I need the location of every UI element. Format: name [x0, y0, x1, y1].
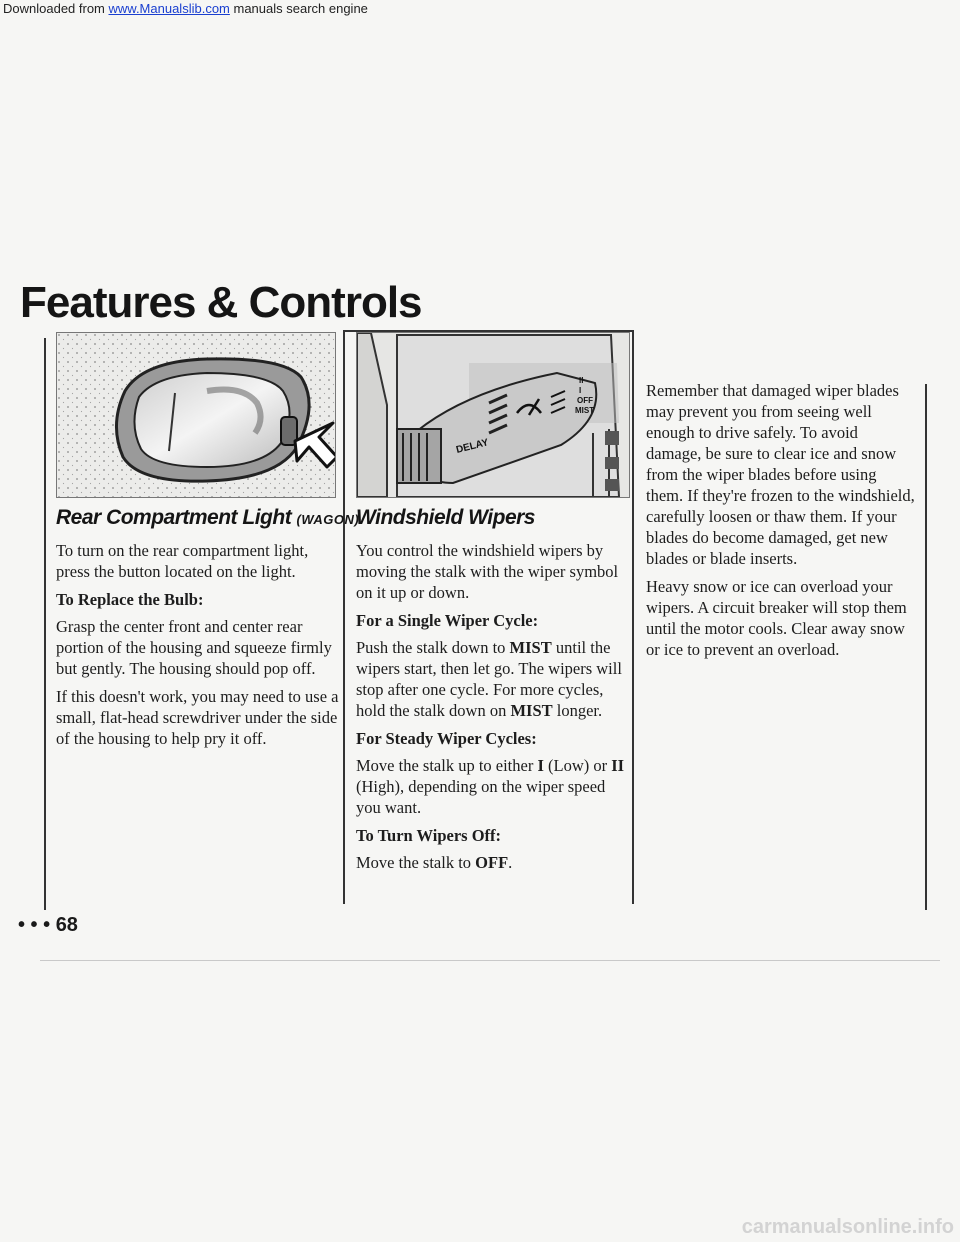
- page-number-value: 68: [55, 914, 78, 936]
- wipers-off-text: Move the stalk to OFF.: [356, 853, 513, 872]
- wipers-off-heading: To Turn Wipers Off:: [356, 826, 502, 845]
- banner-suffix: manuals search engine: [229, 1, 368, 16]
- section-title: Features & Controls: [20, 278, 422, 327]
- single-cycle-heading: For a Single Wiper Cycle:: [356, 611, 539, 630]
- column-divider-2: [632, 330, 634, 904]
- left-margin-rule: [44, 338, 46, 910]
- rear-light-illustration: [56, 332, 336, 498]
- damaged-blades-text: Remember that damaged wiper blades may prevent you from seeing well enough to drive safely. To avoid damage, be sure to clear ice and snow from the wiper blades before using them. If they're frozen to the windshield, carefully loosen or thaw them. If your blades do become damaged, get new blades or blade inserts.: [646, 381, 915, 568]
- stalk-position-off: OFF: [577, 396, 593, 405]
- wipers-column: [356, 540, 628, 880]
- replace-bulb-text: Grasp the center front and center rear portion of the housing and squeeze firmly but gently. The housing should pop off.: [56, 617, 332, 678]
- replace-bulb-heading: To Replace the Bulb:: [56, 590, 204, 609]
- page-number: [18, 914, 78, 937]
- steady-cycle-text: Move the stalk up to either I (Low) or II (High), depending on the wiper speed you want.: [356, 756, 625, 817]
- watermark: carmanualsonline.info: [741, 1216, 954, 1238]
- bottom-rule: [40, 960, 940, 961]
- column-divider-1: [343, 330, 345, 904]
- download-banner: [0, 0, 960, 18]
- stalk-position-i: I: [579, 386, 582, 395]
- banner-prefix: Downloaded from: [3, 1, 109, 16]
- right-margin-rule: [925, 384, 927, 910]
- wagon-note: (WAGON): [296, 512, 360, 527]
- page-dots: • • •: [18, 914, 51, 936]
- screwdriver-tip: If this doesn't work, you may need to use a small, flat-head screwdriver under the side of the housing to help pry it off.: [56, 687, 339, 748]
- manualslib-link[interactable]: www.Manualslib.com: [108, 1, 230, 16]
- wiper-stalk-illustration: [356, 332, 630, 498]
- wiper-care-column: [646, 380, 916, 667]
- rear-light-heading-text: Rear Compartment Light: [56, 506, 292, 529]
- wipers-heading: Windshield Wipers: [356, 506, 535, 529]
- overload-text: Heavy snow or ice can overload your wipers. A circuit breaker will stop them until the motor cools. Clear away snow or ice to prevent an overload.: [646, 577, 907, 659]
- rear-light-heading: [56, 506, 359, 530]
- stalk-delay-label: DELAY: [455, 437, 490, 456]
- single-cycle-text: Push the stalk down to MIST until the wipers start, then let go. The wipers will stop after one cycle. For more cycles, hold the stalk down on MIST longer.: [356, 638, 622, 720]
- rear-light-intro: To turn on the rear compartment light, press the button located on the light.: [56, 541, 309, 581]
- stalk-position-mist: MIST: [575, 406, 595, 415]
- rear-light-column: [56, 540, 340, 756]
- stalk-position-ii: II: [579, 376, 584, 385]
- steady-cycle-heading: For Steady Wiper Cycles:: [356, 729, 537, 748]
- wipers-intro: You control the windshield wipers by moving the stalk with the wiper symbol on it up or down.: [356, 541, 619, 602]
